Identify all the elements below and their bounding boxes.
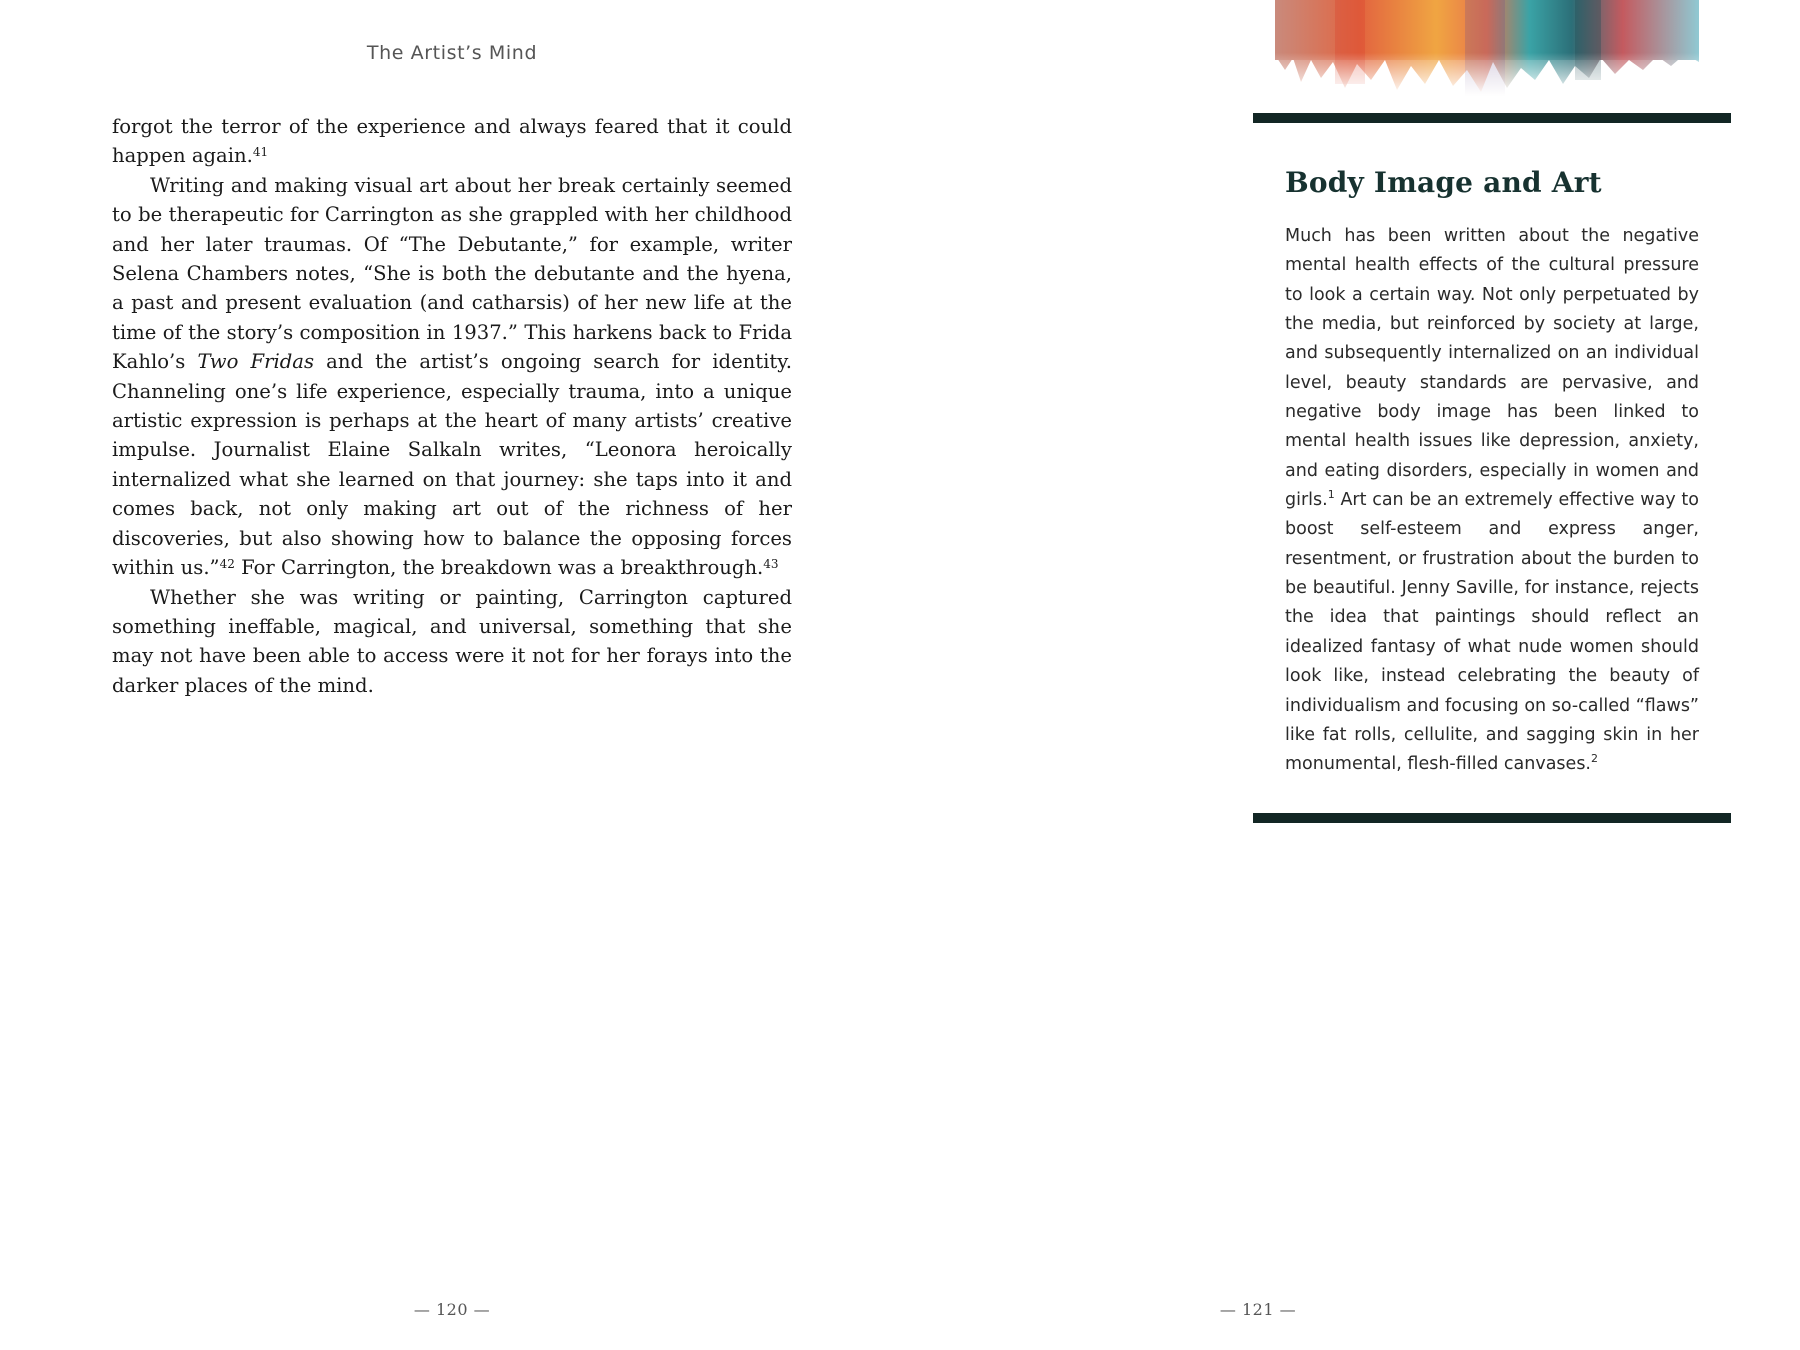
sidebar-top-rule [1253, 113, 1731, 123]
sidebar-text-a: Much has been written about the negative mental health effects of the cultural pressure to look a certain way. Not only perpetuated by the media, but reinforced by society at large, and subsequently internalized on an individual level, beauty standards are pervasive, and negative body image has been linked to mental health issues like depression, anxiety, and eating disorders, especially in women and girls. [1285, 226, 1699, 511]
sidebar-note-marker-2: 2 [1591, 752, 1598, 766]
paragraph-1 [112, 112, 792, 171]
endnote-marker-43: 43 [763, 557, 779, 572]
right-page [900, 0, 1800, 1350]
paragraph-2-text-b: and the artist’s ongoing search for identity. Channeling one’s life experience, especially trauma, into a unique artistic expression is perhaps at the heart of many artists’ creative impulse. Journalist Elaine Salkaln writes, “Leonora heroically internalized what she learned on that journey: she taps into it and comes back, not only making art out of the richness of her discoveries, but also showing how to balance the opposing forces within us.” [112, 350, 792, 580]
artwork-title-two-fridas: Two Fridas [197, 350, 315, 374]
body-text [112, 112, 792, 700]
watercolor-art-banner [1275, 0, 1699, 96]
endnote-marker-41: 41 [252, 145, 269, 160]
sidebar-text [1285, 222, 1699, 780]
sidebar-text-b: Art can be an extremely effective way to boost self-esteem and express anger, resentment, or frustration about the burden to be beautiful. Jenny Saville, for instance, rejects the idea that paintings should reflect an idealized fantasy of what nude women should look like, instead celebrating the beauty of individualism and focusing on so-called “flaws” like fat rolls, cellulite, and sagging skin in her monumental, flesh-filled canvases. [1285, 490, 1699, 775]
paragraph-2-text-c: For Carrington, the breakdown was a breakthrough. [234, 556, 764, 580]
sidebar-bottom-rule [1253, 813, 1731, 823]
endnote-marker-42: 42 [219, 557, 235, 572]
paragraph-1-text: forgot the terror of the experience and always feared that it could happen again. [112, 115, 792, 168]
running-head: The Artist’s Mind [366, 42, 538, 64]
paragraph-3 [112, 583, 792, 701]
sidebar-title: Body Image and Art [1285, 166, 1602, 199]
page-number-left: — 120 — [413, 1300, 491, 1319]
page-number-right: — 121 — [1219, 1300, 1297, 1319]
paragraph-2 [112, 171, 792, 583]
sidebar-note-marker-1: 1 [1327, 488, 1335, 502]
paragraph-3-text: Whether she was writing or painting, Carrington captured something ineffable, magical, and universal, something that she may not have been able to access were it not for her forays into the darker places of the mind. [112, 585, 792, 697]
watercolor-drip-illustration [1275, 0, 1699, 96]
paragraph-2-text-a: Writing and making visual art about her break certainly seemed to be therapeutic for Carrington as she grappled with her childhood and her later traumas. Of “The Debutante,” for example, writer Selena Chambers notes, “She is both the debutante and the hyena, a past and present evaluation (and catharsis) of her new life at the time of the story’s composition in 1937.” This harkens back to Frida Kahlo’s [112, 173, 792, 374]
